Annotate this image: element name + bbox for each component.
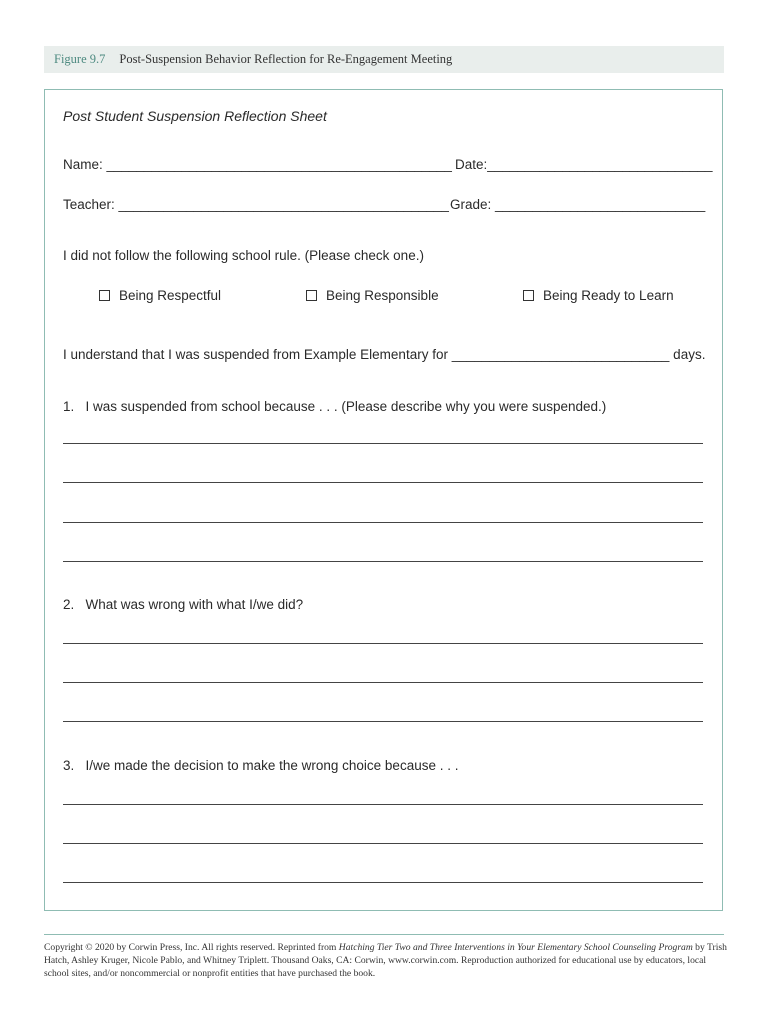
figure-number: Figure 9.7 [54, 52, 106, 66]
grade-field[interactable]: Grade: ____________________________ [450, 197, 706, 212]
answer-line[interactable] [63, 682, 703, 683]
teacher-field[interactable]: Teacher: ____________________________________________ [63, 197, 449, 212]
answer-line[interactable] [63, 804, 703, 805]
book-title: Hatching Tier Two and Three Interventions in Your Elementary School Counseling Program [338, 942, 693, 953]
checkbox-responsible[interactable] [306, 290, 317, 301]
reflection-sheet [44, 89, 723, 911]
figure-caption-bar [44, 46, 724, 73]
answer-line[interactable] [63, 561, 703, 562]
copyright-suffix: by Trish Hatch, Ashley Kruger, Nicole Pablo, and Whitney Triplett. Thousand Oaks, CA: Corwin, www.corwin.com. Reproduction authorized for educational use by educators, local school sites, and/or noncommercial or nonprofit entities that have purchased the book. [44, 942, 727, 979]
question-2: 2. What was wrong with what I/we did? [63, 597, 304, 612]
option-responsible-label: Being Responsible [326, 288, 439, 303]
checkbox-ready-to-learn[interactable] [523, 290, 534, 301]
answer-line[interactable] [63, 522, 703, 523]
sheet-title: Post Student Suspension Reflection Sheet [63, 108, 327, 124]
answer-line[interactable] [63, 643, 703, 644]
option-ready-to-learn-label: Being Ready to Learn [543, 288, 674, 303]
question-1: 1. I was suspended from school because . . . (Please describe why you were suspended.) [63, 399, 607, 414]
answer-line[interactable] [63, 843, 703, 844]
name-field[interactable]: Name: ______________________________________________ [63, 157, 452, 172]
question-3: 3. I/we made the decision to make the wrong choice because . . . [63, 758, 459, 773]
answer-line[interactable] [63, 443, 703, 444]
answer-line[interactable] [63, 721, 703, 722]
option-respectful-label: Being Respectful [119, 288, 222, 303]
suspension-statement[interactable]: I understand that I was suspended from Example Elementary for _____________________________ days. [63, 347, 706, 362]
figure-title: Post-Suspension Behavior Reflection for Re-Engagement Meeting [119, 52, 453, 66]
date-field[interactable]: Date:______________________________ [455, 157, 713, 172]
checkbox-respectful[interactable] [99, 290, 110, 301]
footer-divider [44, 934, 724, 935]
copyright-notice [44, 941, 728, 980]
answer-line[interactable] [63, 482, 703, 483]
answer-line[interactable] [63, 882, 703, 883]
copyright-prefix: Copyright © 2020 by Corwin Press, Inc. All rights reserved. Reprinted from [44, 942, 339, 953]
rule-prompt: I did not follow the following school rule. (Please check one.) [63, 248, 424, 263]
